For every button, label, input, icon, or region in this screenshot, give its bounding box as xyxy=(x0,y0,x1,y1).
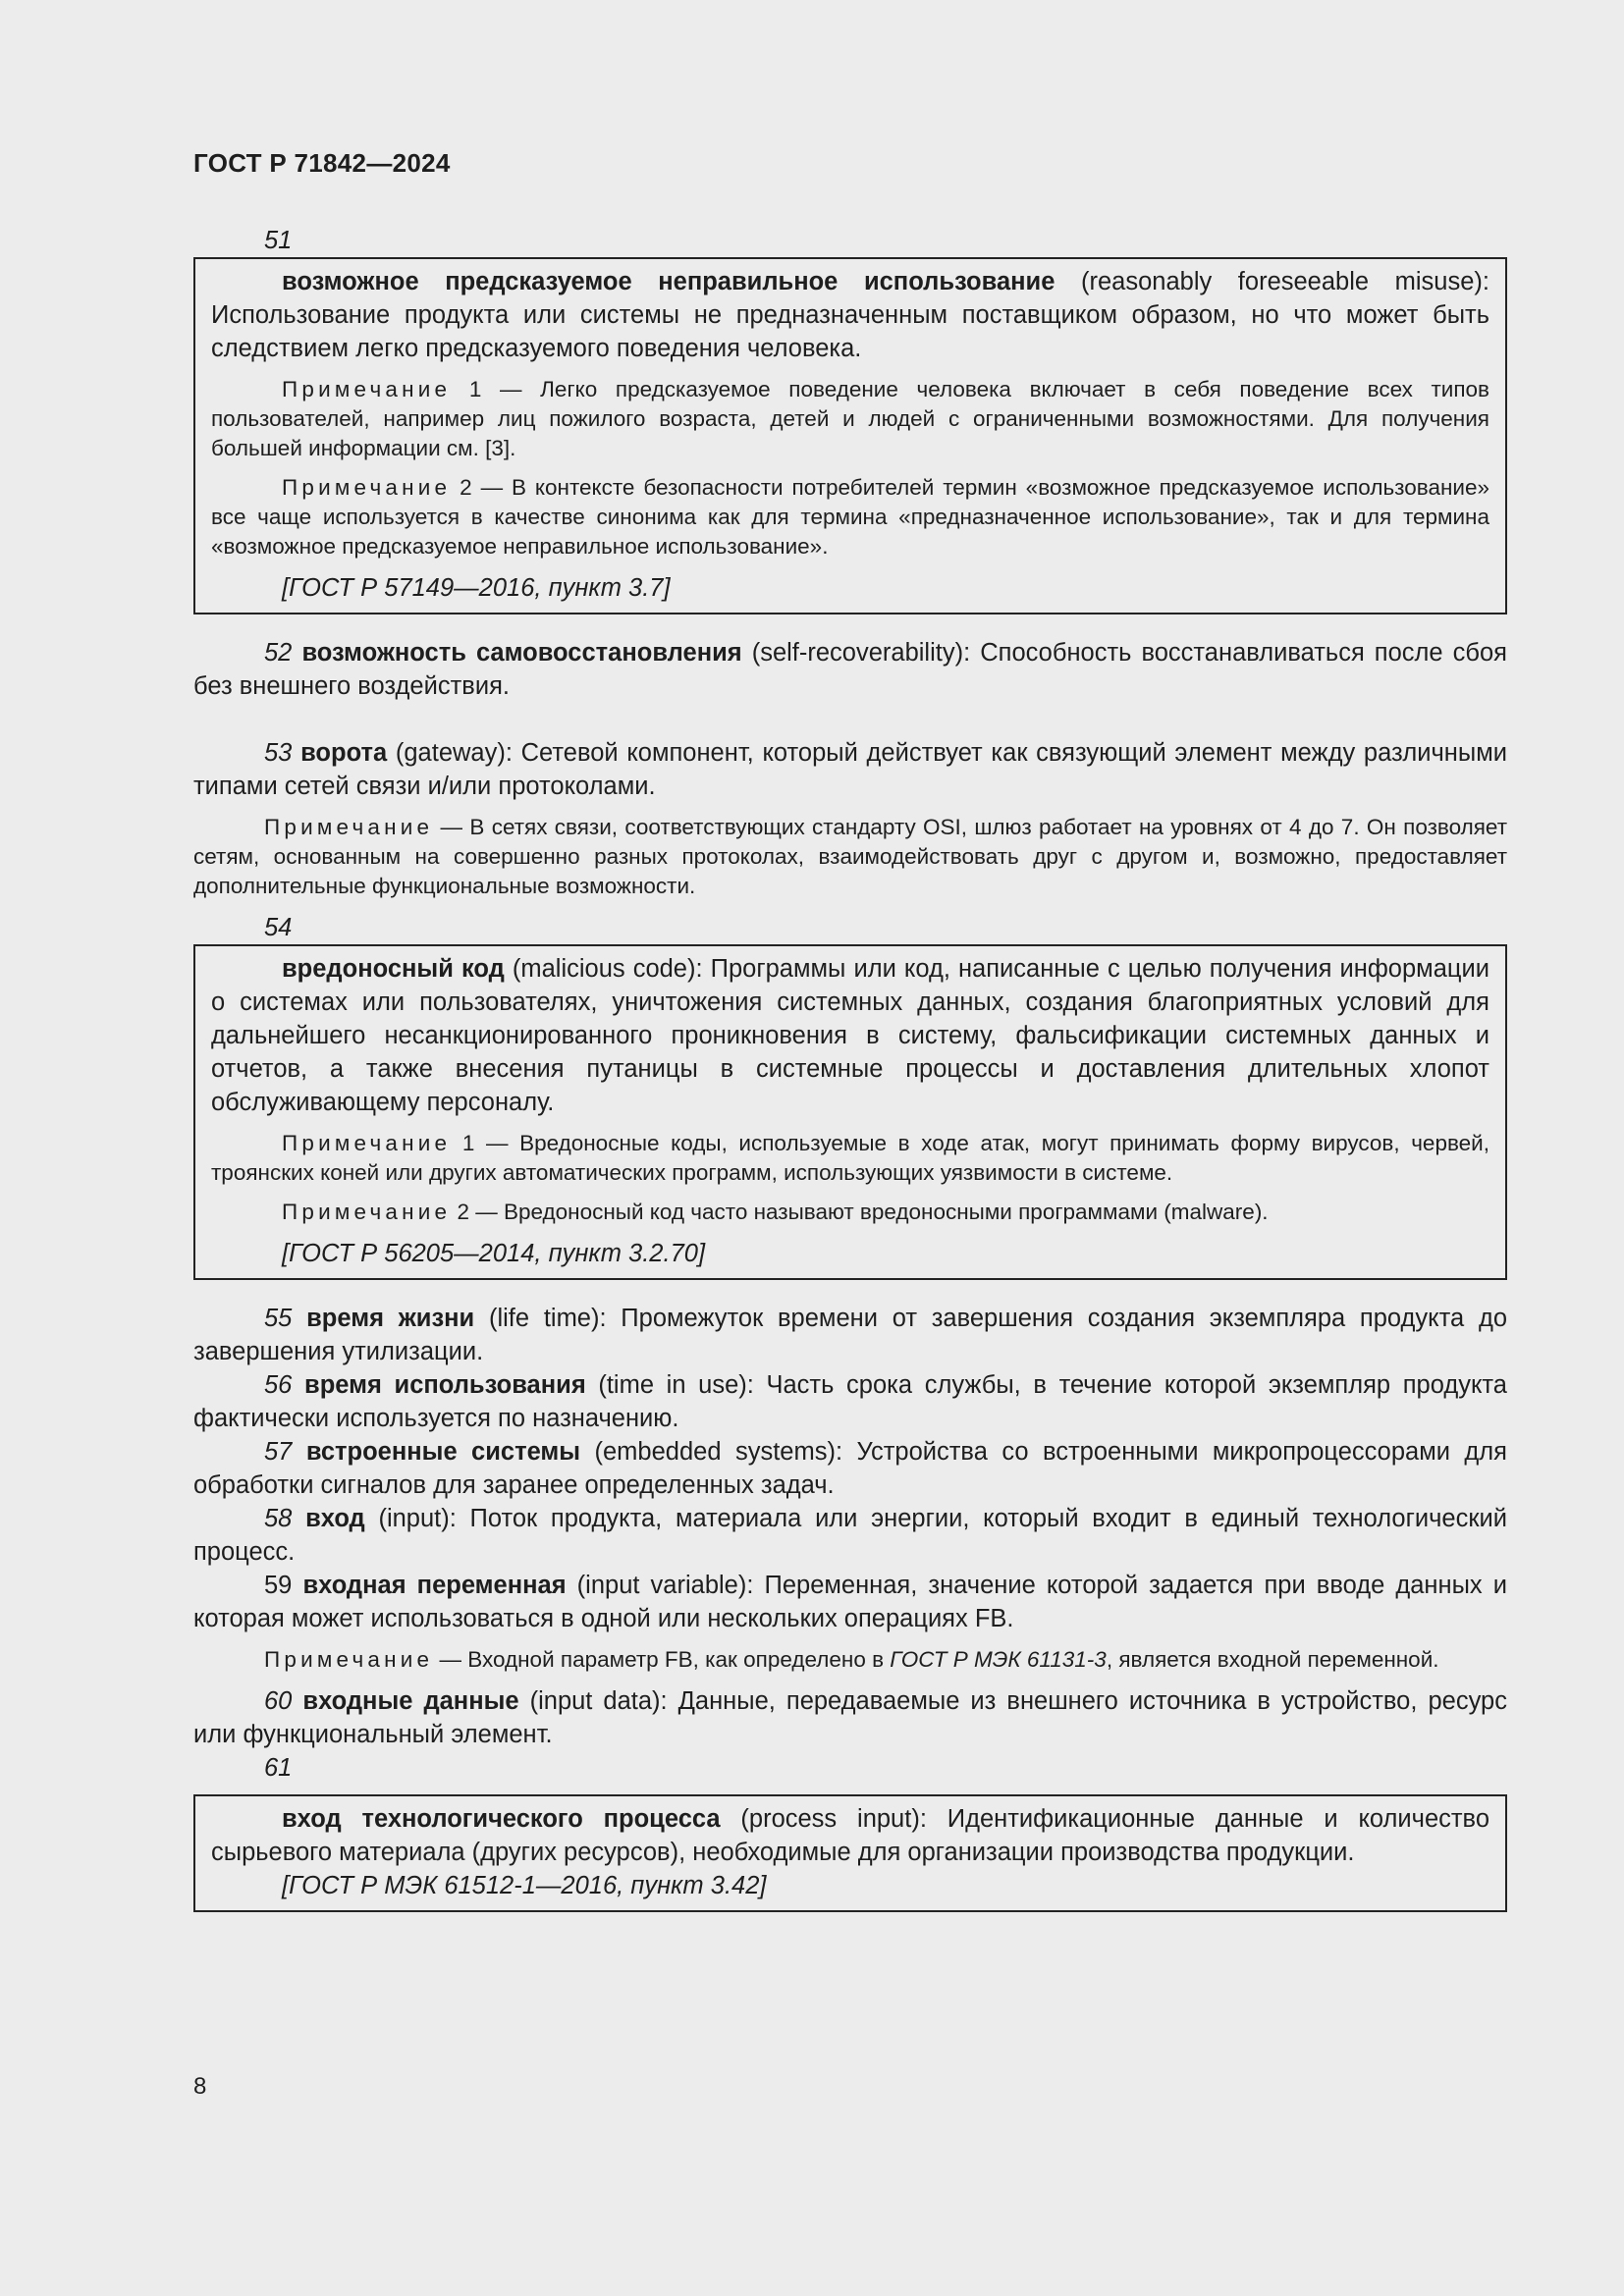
entry-number-54: 54 xyxy=(264,914,293,941)
document-header: ГОСТ Р 71842—2024 xyxy=(193,148,451,178)
term-definition-51 xyxy=(211,265,1489,365)
term-entry-58: 58 вход (input): Поток продукта, материала или энергии, который входит в единый технологический процесс. xyxy=(193,1505,1507,1566)
entry-number-61: 61 xyxy=(264,1754,293,1782)
definition-51: (reasonably foreseeable misuse): Использование продукта или системы не предназначенным поставщиком образом, но что может быть следствием легко предсказуемого поведения человека. xyxy=(211,268,1489,362)
term-definition-54: вредоносный код (malicious code): Программы или код, написанные с целью получения информации о системах или пользователях, уничтожения системных данных, создания благоприятных условий для дальнейшего несанкционированного проникновения в систему, фальсификации системных данных и отчетов, а также внесения путаницы в системные процессы и доставления длительных хлопот обслуживающему персоналу. xyxy=(211,955,1489,1116)
page-content xyxy=(193,224,1507,1912)
term-entry-53: 53 ворота (gateway): Сетевой компонент, который действует как связующий элемент между различными типами сетей связи и/или протоколами. xyxy=(193,739,1507,800)
term-entry-56: 56 время использования (time in use): Часть срока службы, в течение которой экземпляр продукта фактически используется по назначению. xyxy=(193,1371,1507,1432)
note-51-2: Примечание 2 — В контексте безопасности потребителей термин «возможное предсказуемое использование» все чаще используется в качестве синонима как для термина «предназначенное использование», так и для термина «возможное предсказуемое неправильное использование». xyxy=(211,475,1489,559)
term-box-51 xyxy=(193,257,1507,614)
term-box-61 xyxy=(193,1794,1507,1912)
term-entry-52: 52 возможность самовосстановления (self-recoverability): Способность восстанавливаться после сбоя без внешнего воздействия. xyxy=(193,639,1507,700)
entry-number-51: 51 xyxy=(264,227,293,254)
term-entry-55: 55 время жизни (life time): Промежуток времени от завершения создания экземпляра продукта до завершения утилизации. xyxy=(193,1305,1507,1365)
term-entry-57: 57 встроенные системы (embedded systems): Устройства со встроенными микропроцессорами для обработки сигналов для заранее определенных задач. xyxy=(193,1438,1507,1499)
term-entry-60: 60 входные данные (input data): Данные, передаваемые из внешнего источника в устройство, ресурс или функциональный элемент. xyxy=(193,1687,1507,1748)
reference-54: [ГОСТ Р 56205—2014, пункт 3.2.70] xyxy=(282,1240,706,1267)
page-number: 8 xyxy=(193,2073,207,2100)
note-54-2: Примечание 2 — Вредоносный код часто называют вредоносными программами (malware). xyxy=(282,1200,1269,1224)
term-entry-59: 59 входная переменная (input variable): Переменная, значение которой задается при вводе данных и которая может использоваться в одной или нескольких операциях FB. xyxy=(193,1572,1508,1632)
term-box-54 xyxy=(193,944,1507,1280)
note-53: Примечание — В сетях связи, соответствующих стандарту OSI, шлюз работает на уровнях от 4 до 7. Он позволяет сетям, основанным на совершенно разных протоколах, взаимодействовать друг с другом и, возможно, предоставляет дополнительные функциональные возможности. xyxy=(193,815,1507,898)
standard-reference-link: ГОСТ Р МЭК 61131-3 xyxy=(890,1647,1107,1672)
note-51-1: Примечание 1 — Легко предсказуемое поведение человека включает в себя поведение всех типов пользователей, например лиц пожилого возраста, детей и людей с ограниченными возможностями. Для получения большей информации см. [3]. xyxy=(211,377,1489,460)
note-59: Примечание — Входной параметр FB, как определено в ГОСТ Р МЭК 61131-3, является входной переменной. xyxy=(264,1647,1439,1672)
term-definition-61: вход технологического процесса (process input): Идентификационные данные и количество сырьевого материала (других ресурсов), необходимые для организации производства продукции. xyxy=(211,1805,1489,1866)
term-51: возможное предсказуемое неправильное использование xyxy=(282,268,1056,295)
note-54-1: Примечание 1 — Вредоносные коды, используемые в ходе атак, могут принимать форму вирусов, червей, троянских коней или других автоматических программ, использующих уязвимости в системе. xyxy=(211,1131,1489,1185)
reference-61: [ГОСТ Р МЭК 61512-1—2016, пункт 3.42] xyxy=(282,1872,767,1899)
reference-51: [ГОСТ Р 57149—2016, пункт 3.7] xyxy=(282,574,671,602)
